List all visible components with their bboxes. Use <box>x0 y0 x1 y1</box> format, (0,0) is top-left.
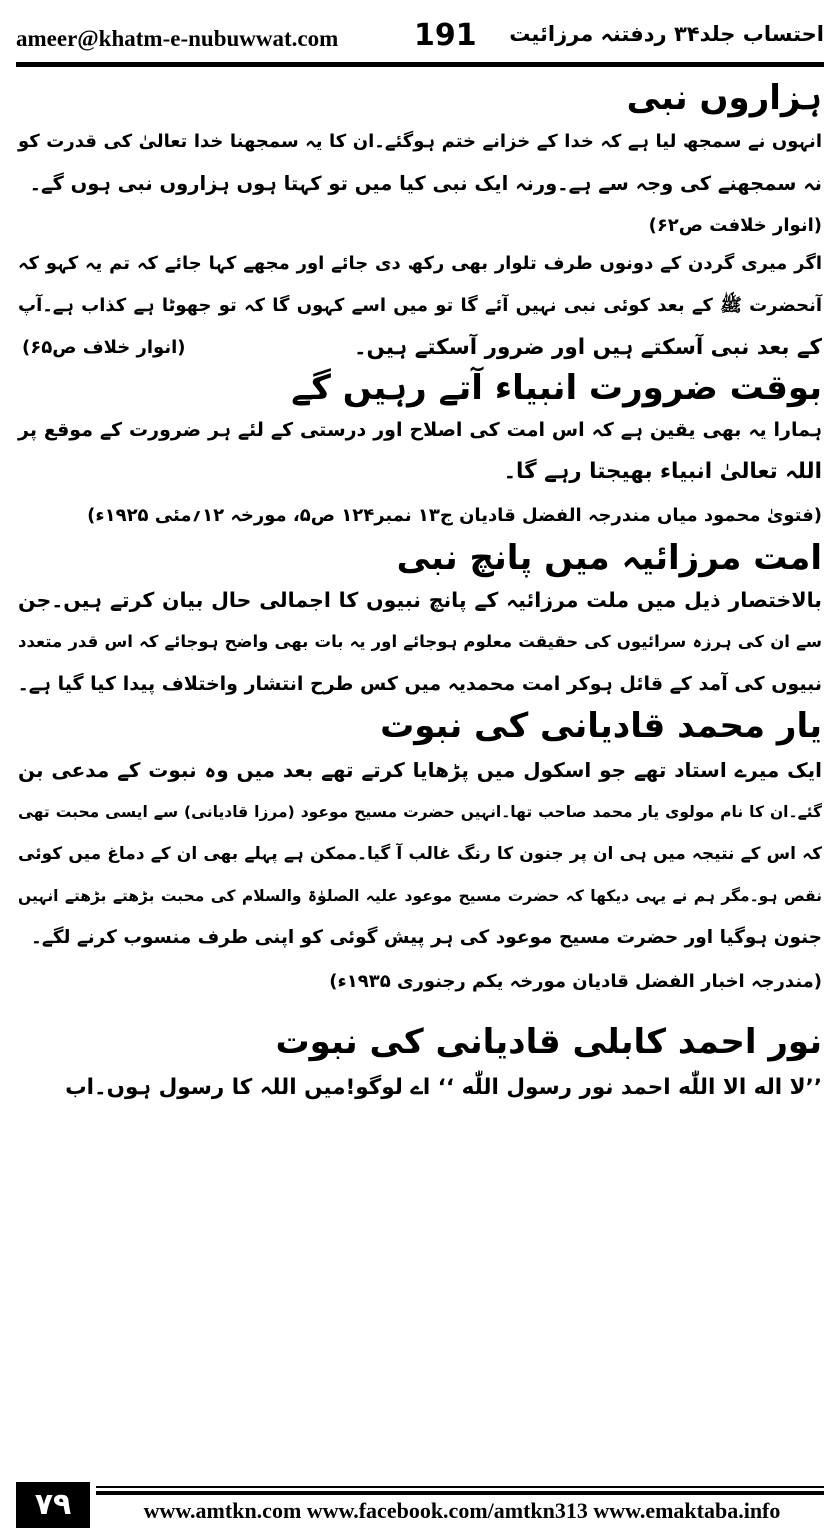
footer-rule <box>96 1491 824 1495</box>
page-header <box>16 14 824 62</box>
footer-rule <box>96 1486 824 1488</box>
paragraph-line: نہ سمجھنے کی وجہ سے ہے۔ورنہ ایک نبی کیا میں تو کہتا ہوں ہزاروں نبی ہوں گے۔ <box>29 172 822 195</box>
section-heading-prophets-will-come: بوقت ضرورت انبیاء آتے رہیں گے <box>291 368 822 408</box>
paragraph-line: کے بعد نبی آسکتے ہیں اور ضرور آسکتے ہیں۔ <box>353 335 822 360</box>
paragraph-line: آنحضرت ﷺ کے بعد کوئی نبی نہیں آئے گا تو میں اسے کہوں گا کہ تو جھوٹا ہے کذاب ہے۔آپ <box>18 295 822 316</box>
header-book-title: احتساب جلد۳۴ ردفتنہ مرزائیت <box>509 22 824 46</box>
section-heading-hazaron-nabi: ہزاروں نبی <box>626 78 822 118</box>
paragraph-line: نبیوں کی آمد کے قائل ہوکر امت محمدیہ میں کس طرح انتشار واختلاف پیدا کیا گیا ہے۔ <box>17 673 822 695</box>
header-page-number: 191 <box>414 18 477 53</box>
page-body <box>0 70 840 1540</box>
paragraph-line: گئے۔ان کا نام مولوی یار محمد صاحب تھا۔انہیں حضرت مسیح موعود (مرزا قادیانی) سے ایسی محبت تھی <box>18 803 822 821</box>
footer-website-links: www.amtkn.com www.facebook.com/amtkn313 www.emaktaba.info <box>143 1498 781 1523</box>
section-heading-five-prophets: امت مرزائیہ میں پانچ نبی <box>396 538 822 578</box>
paragraph-line: جنون ہوگیا اور حضرت مسیح موعود کی ہر پیش گوئی کو اپنی طرف منسوب کرنے لگے۔ <box>31 927 822 948</box>
section-heading-noor-ahmad: نور احمد کابلی قادیانی کی نبوت <box>275 1022 822 1062</box>
paragraph-line: انہوں نے سمجھ لیا ہے کہ خدا کے خزانے ختم ہوگئے۔ان کا یہ سمجھنا خدا تعالیٰ کی قدرت کو <box>18 131 822 152</box>
section-heading-yar-muhammad: یار محمد قادیانی کی نبوت <box>380 706 822 746</box>
paragraph-line: ہمارا یہ بھی یقین ہے کہ اس امت کی اصلاح اور درستی کے لئے ہر ضرورت کے موقع پر <box>18 419 822 441</box>
paragraph-line: اگر میری گردن کے دونوں طرف تلوار بھی رکھ دی جائے اور مجھے کہا جائے کہ تم یہ کہو کہ <box>18 253 822 274</box>
citation: (انوار خلافت ص۶۲) <box>648 215 822 236</box>
header-rule <box>16 62 824 67</box>
paragraph-line: بالاختصار ذیل میں ملت مرزائیہ کے پانچ نبیوں کا اجمالی حال بیان کرتے ہیں۔جن <box>18 588 822 612</box>
citation: (مندرجہ اخبار الفضل قادیان مورخہ یکم رجنوری ۱۹۳۵ء) <box>329 971 822 992</box>
footer-page-number: ۷۹ <box>16 1482 90 1528</box>
paragraph-line: ایک میرے استاد تھے جو اسکول میں پڑھایا کرتے تھے بعد میں وہ نبوت کے مدعی بن <box>18 758 822 782</box>
paragraph-line: کہ اس کے نتیجہ میں ہی ان پر جنون کا رنگ غالب آ گیا۔ممکن ہے پہلے بھی ان کے دماغ میں کوئی <box>18 844 823 864</box>
paragraph-line: ’’لا اله الا اللّٰه احمد نور رسول اللّٰه ‘‘ اے لوگو!میں اللہ کا رسول ہوں۔اب <box>65 1075 822 1100</box>
paragraph-line: اللہ تعالیٰ انبیاء بھیجتا رہے گا۔ <box>503 459 822 484</box>
citation: (فتویٰ محمود میاں مندرجہ الفضل قادیان ج۱۳ نمبر۱۲۴ ص۵، مورخہ ۱۲؍مئی ۱۹۲۵ء) <box>87 505 822 526</box>
citation: (انوار خلاف ص۶۵) <box>22 337 186 358</box>
paragraph-line: سے ان کی ہرزہ سرائیوں کی حقیقت معلوم ہوجائے اور یہ بات بھی واضح ہوجائے کہ اس قدر متعدد <box>18 632 822 651</box>
paragraph-line: نقص ہو۔مگر ہم نے یہی دیکھا کہ حضرت مسیح موعود علیہ الصلوٰۃ والسلام کی محبت بڑھتے بڑھتے انہیں <box>18 887 822 905</box>
header-email: ameer@khatm-e-nubuwwat.com <box>16 26 339 51</box>
